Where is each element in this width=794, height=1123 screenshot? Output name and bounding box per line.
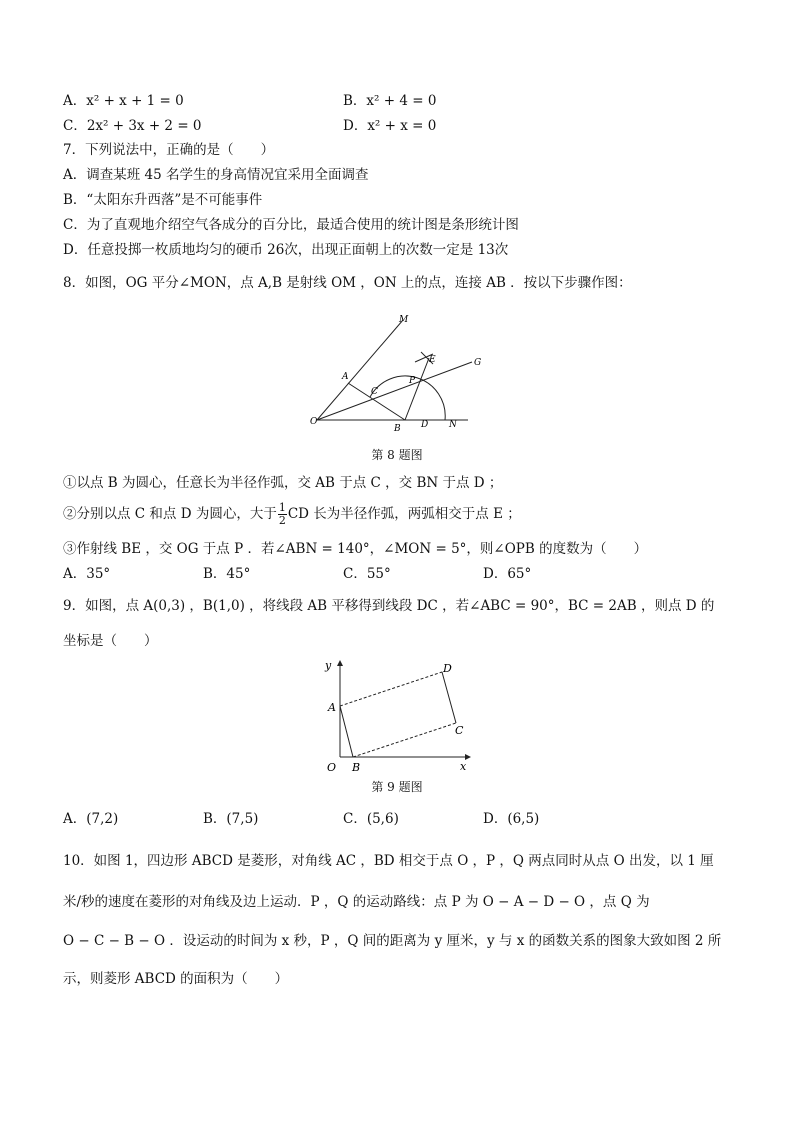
label-y: y (325, 659, 332, 672)
q8-option-a: A．35° (63, 566, 111, 582)
ray-OG (317, 362, 472, 420)
label-A: A (328, 701, 336, 714)
fraction-one-half (278, 502, 287, 527)
q6-option-b: B．x² + 4 = 0 (343, 93, 437, 109)
q9-option-b: B．(7,5) (203, 811, 259, 827)
label-A: A (342, 372, 349, 382)
q8-step2-after: CD 长为半径作弧，两弧相交于点 E ； (287, 506, 521, 522)
q9-option-d: D．(6,5) (483, 811, 540, 827)
q8-step2 (63, 500, 521, 528)
label-x: x (460, 760, 467, 773)
fraction-denominator: 2 (278, 514, 286, 527)
q8-stem: 8．如图，OG 平分∠MON，点 A,B 是射线 OM ，ON 上的点，连接 AB ．按以下步骤作图： (63, 275, 632, 291)
label-D: D (421, 420, 429, 430)
q9-caption: 第 9 题图 (371, 780, 423, 794)
q9-stem-line1: 9．如图，点 A(0,3) ，B(1,0) ，将线段 AB 平移得到线段 DC ，若∠ABC = 90°，BC = 2AB ，则点 D 的 (63, 598, 715, 614)
fraction-numerator: 1 (278, 501, 286, 514)
label-O: O (327, 761, 337, 774)
segment-AB (340, 706, 353, 757)
q9-option-a: A．(7,2) (63, 811, 119, 827)
q8-caption: 第 8 题图 (371, 448, 423, 462)
q6-option-a: A．x² + x + 1 = 0 (63, 93, 184, 109)
label-D: D (443, 662, 452, 675)
q7-option-c: C．为了直观地介绍空气各成分的百分比，最适合使用的统计图是条形统计图 (63, 217, 519, 233)
q8-step3: ③作射线 BE ，交 OG 于点 P ．若∠ABN = 140°，∠MON = 5°，则∠OPB 的度数为（ ） (63, 541, 648, 557)
ray-OM (317, 320, 403, 420)
label-O: O (310, 417, 318, 427)
q10-line1: 10．如图 1，四边形 ABCD 是菱形，对角线 AC ，BD 相交于点 O ，P ，Q 两点同时从点 O 出发，以 1 厘 (63, 853, 714, 869)
label-M: M (399, 315, 409, 325)
q7-option-d: D．任意投掷一枚质地均匀的硬币 26次，出现正面朝上的次数一定是 13次 (63, 242, 509, 258)
q9-option-c: C．(5,6) (343, 811, 399, 827)
q7-option-b: B．“太阳东升西落”是不可能事件 (63, 192, 263, 208)
segment-DC (442, 672, 456, 723)
q6-option-c: C．2x² + 3x + 2 = 0 (63, 118, 202, 134)
label-G: G (474, 358, 482, 368)
segment-AD-dashed (340, 672, 442, 706)
label-B: B (352, 761, 361, 774)
q8-step1: ①以点 B 为圆心，任意长为半径作弧，交 AB 于点 C ，交 BN 于点 D ； (63, 475, 503, 491)
q7-option-a: A．调查某班 45 名学生的身高情况宜采用全面调查 (63, 167, 369, 183)
q10-line3: O − C − B − O ．设运动的时间为 x 秒，P ，Q 间的距离为 y 厘米，y 与 x 的函数关系的图象大致如图 2 所 (63, 933, 722, 949)
label-C: C (371, 387, 378, 397)
q6-option-d: D．x² + x = 0 (343, 118, 437, 134)
q7-stem: 7．下列说法中，正确的是（ ） (63, 142, 275, 158)
ray-BE (405, 358, 429, 420)
q8-figure (300, 310, 500, 435)
q8-option-c: C．55° (343, 566, 391, 582)
segment-BC-dashed (353, 723, 456, 757)
label-E: E (429, 355, 436, 365)
q8-option-b: B．45° (203, 566, 251, 582)
q10-line2: 米/秒的速度在菱形的对角线及边上运动．P ，Q 的运动路线：点 P 为 O − A − D − O ，点 Q 为 (63, 894, 650, 910)
q9-stem-line2: 坐标是（ ） (63, 633, 158, 649)
q8-step2-before: ②分别以点 C 和点 D 为圆心，大于 (63, 506, 277, 522)
label-P: P (409, 376, 416, 386)
q9-figure (318, 655, 478, 775)
q10-line4: 示，则菱形 ABCD 的面积为（ ） (63, 971, 289, 987)
label-C: C (455, 724, 464, 737)
label-N: N (449, 420, 457, 430)
label-B: B (394, 424, 401, 434)
q8-option-d: D．65° (483, 566, 532, 582)
